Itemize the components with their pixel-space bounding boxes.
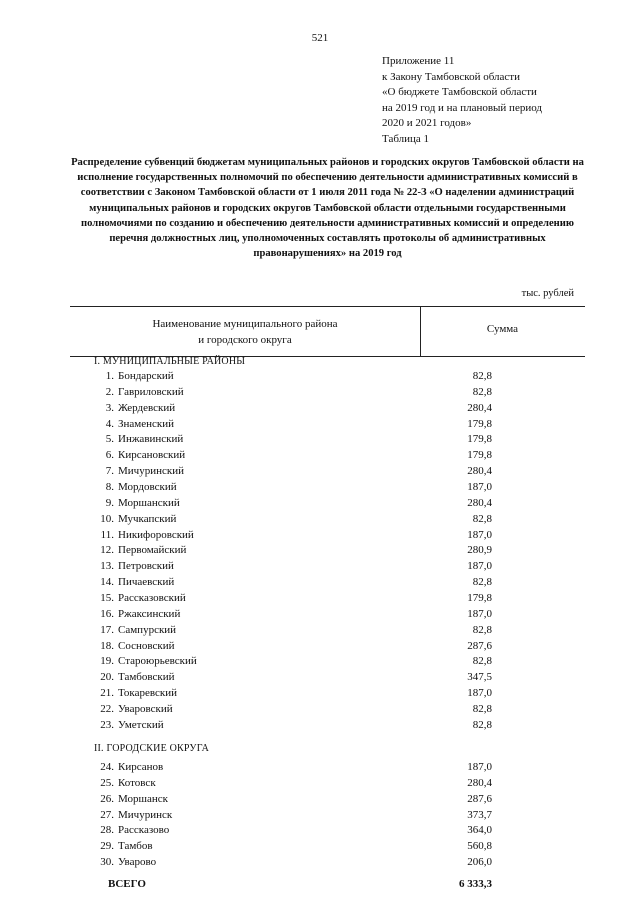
row-number: 3.: [105, 401, 114, 414]
row-name: Тамбовский: [118, 671, 175, 684]
row-number: 7.: [105, 465, 114, 478]
row-name: Моршанский: [118, 496, 180, 509]
row-number: 8.: [105, 480, 114, 493]
row-number: 11.: [100, 528, 114, 541]
appendix-line: Приложение 11: [382, 55, 455, 67]
table-row: [0, 793, 640, 808]
table-row: [0, 809, 640, 824]
table-row: [0, 497, 640, 512]
table-row: [0, 592, 640, 607]
appendix-block: [382, 54, 542, 147]
table-row: [0, 402, 640, 417]
table-top-rule: [70, 306, 585, 307]
table-row: [0, 370, 640, 385]
total-label: ВСЕГО: [108, 878, 146, 890]
row-name: Кирсановский: [118, 449, 186, 462]
row-name: Жердевский: [118, 401, 176, 414]
row-value: 187,0: [467, 607, 492, 620]
table-row: [0, 418, 640, 433]
section-title: I. МУНИЦИПАЛЬНЫЕ РАЙОНЫ: [94, 356, 246, 367]
table-row: [0, 544, 640, 559]
table-row: [0, 840, 640, 855]
appendix-line: 2020 и 2021 годов»: [382, 117, 472, 129]
total-value: 6 333,3: [459, 878, 492, 890]
table-row: [0, 687, 640, 702]
row-value: 82,8: [472, 385, 492, 398]
row-value: 82,8: [472, 576, 492, 588]
row-number: 1.: [105, 370, 114, 382]
header-name-line: Наименование муниципального района: [152, 318, 338, 330]
header-name-line: и городского округа: [198, 334, 292, 346]
row-value: 280,9: [467, 544, 492, 557]
row-name: Моршанск: [118, 792, 168, 805]
row-value: 187,0: [467, 687, 492, 699]
table-row: [0, 386, 640, 401]
row-value: 179,8: [467, 417, 492, 430]
row-number: 6.: [105, 449, 114, 462]
row-number: 17.: [100, 623, 114, 636]
appendix-line: Таблица 1: [382, 132, 430, 145]
row-name: Никифоровский: [118, 528, 194, 541]
table-row: [0, 481, 640, 496]
row-name: Мордовский: [118, 480, 177, 493]
row-value: 179,8: [467, 591, 492, 604]
row-value: 82,8: [472, 655, 492, 668]
table-row: [0, 671, 640, 686]
row-value: 82,8: [472, 623, 492, 636]
row-value: 179,8: [467, 449, 492, 462]
appendix-line: к Закону Тамбовской области: [382, 70, 520, 83]
row-value: 560,8: [467, 840, 492, 853]
row-number: 27.: [100, 808, 114, 821]
row-number: 23.: [100, 718, 114, 731]
row-name: Инжавинский: [118, 433, 184, 446]
row-number: 10.: [100, 512, 114, 525]
row-number: 29.: [100, 840, 114, 853]
row-value: 82,8: [472, 718, 492, 731]
row-number: 21.: [100, 687, 114, 699]
table-row: [0, 433, 640, 448]
row-number: 14.: [100, 576, 114, 588]
table-row: [0, 856, 640, 871]
row-value: 280,4: [467, 496, 492, 509]
row-name: Токаревский: [118, 687, 177, 699]
row-name: Мичуринский: [118, 465, 184, 478]
row-name: Уваровский: [118, 702, 173, 715]
table-row: [0, 608, 640, 623]
row-value: 187,0: [467, 761, 492, 773]
row-name: Рассказово: [118, 824, 170, 837]
row-value: 287,6: [467, 639, 492, 652]
row-name: Кирсанов: [118, 761, 164, 773]
row-name: Сосновский: [118, 639, 175, 652]
row-name: Первомайский: [118, 544, 187, 557]
row-name: Мучкапский: [118, 512, 177, 525]
header-sum-cell: Сумма: [486, 323, 519, 335]
row-number: 9.: [105, 496, 114, 509]
row-value: 280,4: [467, 401, 492, 414]
row-number: 16.: [100, 607, 114, 620]
row-value: 287,6: [467, 792, 492, 805]
row-number: 2.: [105, 385, 114, 398]
row-number: 20.: [100, 671, 114, 684]
row-number: 4.: [105, 417, 114, 430]
row-name: Котовск: [118, 776, 156, 789]
row-value: 82,8: [472, 512, 492, 525]
row-number: 18.: [100, 639, 114, 652]
row-name: Знаменский: [118, 417, 175, 430]
row-number: 26.: [100, 792, 114, 805]
row-value: 187,0: [467, 528, 492, 541]
row-number: 12.: [100, 544, 114, 557]
row-name: Уварово: [118, 856, 157, 869]
row-value: 82,8: [472, 702, 492, 715]
table-row: [0, 703, 640, 718]
row-value: 179,8: [467, 433, 492, 446]
row-value: 373,7: [467, 808, 492, 821]
table-row: [0, 624, 640, 639]
row-value: 187,0: [467, 480, 492, 493]
section-title: II. ГОРОДСКИЕ ОКРУГА: [94, 743, 210, 754]
row-number: 25.: [100, 776, 114, 789]
row-name: Уметский: [118, 718, 164, 731]
table-row: [0, 761, 640, 776]
units-label: тыс. рублей: [521, 288, 574, 299]
row-number: 24.: [100, 761, 114, 773]
row-name: Мичуринск: [118, 808, 173, 821]
table-row: [0, 513, 640, 528]
row-name: Сампурский: [118, 623, 177, 636]
row-number: 5.: [105, 433, 114, 446]
table-row: [0, 529, 640, 544]
row-number: 13.: [100, 560, 114, 573]
row-value: 347,5: [467, 671, 492, 684]
document-title: Распределение субвенций бюджетам муниципальных районов и городских округов Тамбовской области на исполнение государственных полномочий по обеспечению деятельности административных комиссий в соответствии с Законом Тамбовской области от 1 июля 2011 года № 22-З «О наделении администраций муниципальных районов и городских округов Тамбовской области отдельными государственными полномочиями по созданию и обеспечению деятельности административных комиссий и определению перечня должностных лиц, уполномоченных составлять протоколы об административных правонарушениях» на 2019 год: [71, 157, 584, 260]
row-value: 187,0: [467, 560, 492, 573]
appendix-line: на 2019 год и на плановый период: [382, 101, 542, 114]
page-number: 521: [311, 32, 329, 44]
table-row: [0, 655, 640, 670]
table-row: [0, 719, 640, 734]
row-value: 206,0: [467, 856, 492, 869]
table-row: [0, 576, 640, 591]
row-name: Староюрьевский: [118, 655, 197, 668]
table-row: [0, 465, 640, 480]
table-row: [0, 640, 640, 655]
row-name: Ржаксинский: [118, 607, 181, 620]
header-name-cell: [70, 316, 420, 348]
row-number: 28.: [100, 824, 114, 837]
row-value: 280,4: [467, 465, 492, 478]
row-value: 364,0: [467, 824, 492, 837]
row-name: Бондарский: [118, 370, 174, 382]
row-number: 19.: [100, 655, 114, 668]
row-value: 82,8: [472, 370, 492, 382]
table-row: [0, 560, 640, 575]
table-row: [0, 449, 640, 464]
table-row: [0, 824, 640, 839]
row-number: 15.: [100, 591, 114, 604]
table-row: [0, 777, 640, 792]
row-name: Петровский: [118, 560, 174, 573]
row-value: 280,4: [467, 776, 492, 789]
row-name: Пичаевский: [118, 576, 175, 588]
row-number: 30.: [100, 856, 114, 869]
row-name: Рассказовский: [118, 591, 186, 604]
appendix-line: «О бюджете Тамбовской области: [382, 86, 537, 98]
row-number: 22.: [100, 702, 114, 715]
row-name: Гавриловский: [118, 385, 184, 398]
row-name: Тамбов: [118, 840, 153, 853]
